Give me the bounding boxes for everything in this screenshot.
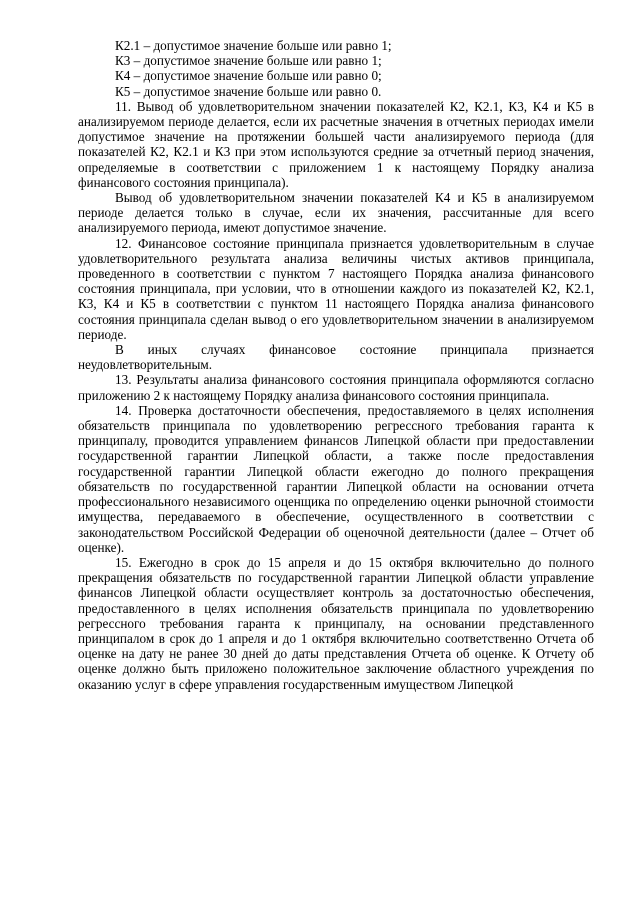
paragraph-k2-1: К2.1 – допустимое значение больше или равно 1; [115,38,392,53]
paragraph-item-11: 11. Вывод об удовлетворительном значении показателей К2, К2.1, К3, К4 и К5 в анализируемом периоде делается, если их расчетные значения в отчетных периодах имели допустимое значение на протяжении большей части анализируемого периода (для показателей К2, К2.1 и К3 при этом используются средние за отчетный период значения, определяемые в соответствии с приложением 1 к настоящему Порядку анализа финансового состояния принципала). [78,98,594,190]
paragraph-item-14: 14. Проверка достаточности обеспечения, предоставляемого в целях исполнения обязательств принципала по удовлетворению регрессного требования гаранта к принципалу, проводится управлением финансов Липецкой области при предоставлении государственной гарантии Липецкой области, а также после предоставления государственной гарантии Липецкой области ежегодно до полного прекращения обязательств по государственной гарантии Липецкой области на основании отчета профессионального независимого оценщика по определению оценки рыночной стоимости имущества, передаваемого в обеспечение, осуществленного в соответствии с законодательством Российской Федерации об оценочной деятельности (далее – Отчет об оценке). [78,402,594,555]
paragraph-k4-k5-conclusion: Вывод об удовлетворительном значении показателей К4 и К5 в анализируемом периоде делается только в случае, если их значения, рассчитанные для всего анализируемого периода, имеют допустимое значение. [78,190,594,236]
paragraph-item-12: 12. Финансовое состояние принципала признается удовлетворительным в случае удовлетворительного результата анализа величины чистых активов принципала, проведенного в соответствии с пунктом 7 настоящего Порядка анализа финансового состояния принципала, при условии, что в отношении каждого из показателей К2, К2.1, К3, К4 и К5 в соответствии с пунктом 11 настоящего Порядка анализа финансового состояния принципала сделан вывод о его удовлетворительном значении в анализируемом периоде. [78,235,594,342]
paragraph-k3: К3 – допустимое значение больше или равно 1; [115,53,382,69]
paragraph-item-13: 13. Результаты анализа финансового состояния принципала оформляются согласно приложению 2 к настоящему Порядку анализа финансового состояния принципала. [78,372,594,403]
paragraph-k4: К4 – допустимое значение больше или равно 0; [115,68,382,84]
paragraph-k5: К5 – допустимое значение больше или равно 0. [115,83,382,99]
document-body [78,38,594,692]
paragraph-item-15: 15. Ежегодно в срок до 15 апреля и до 15 октября включительно до полного прекращения обязательств по государственной гарантии Липецкой области управление финансов Липецкой области осуществляет контроль за достаточностью обеспечения, предоставленного в целях исполнения обязательств принципала по удовлетворению регрессного требования гаранта к принципалу, на основании представленного принципалом в срок до 1 апреля и до 1 октября включительно соответственно Отчета об оценке на дату не ранее 30 дней до даты представления Отчета об оценке. К Отчету об оценке должно быть приложено положительное заключение областного учреждения по оказанию услуг в сфере управления государственным имуществом Липецкой [78,554,594,692]
paragraph-unsatisfactory: В иных случаях финансовое состояние принципала признается неудовлетворительным. [78,342,594,373]
